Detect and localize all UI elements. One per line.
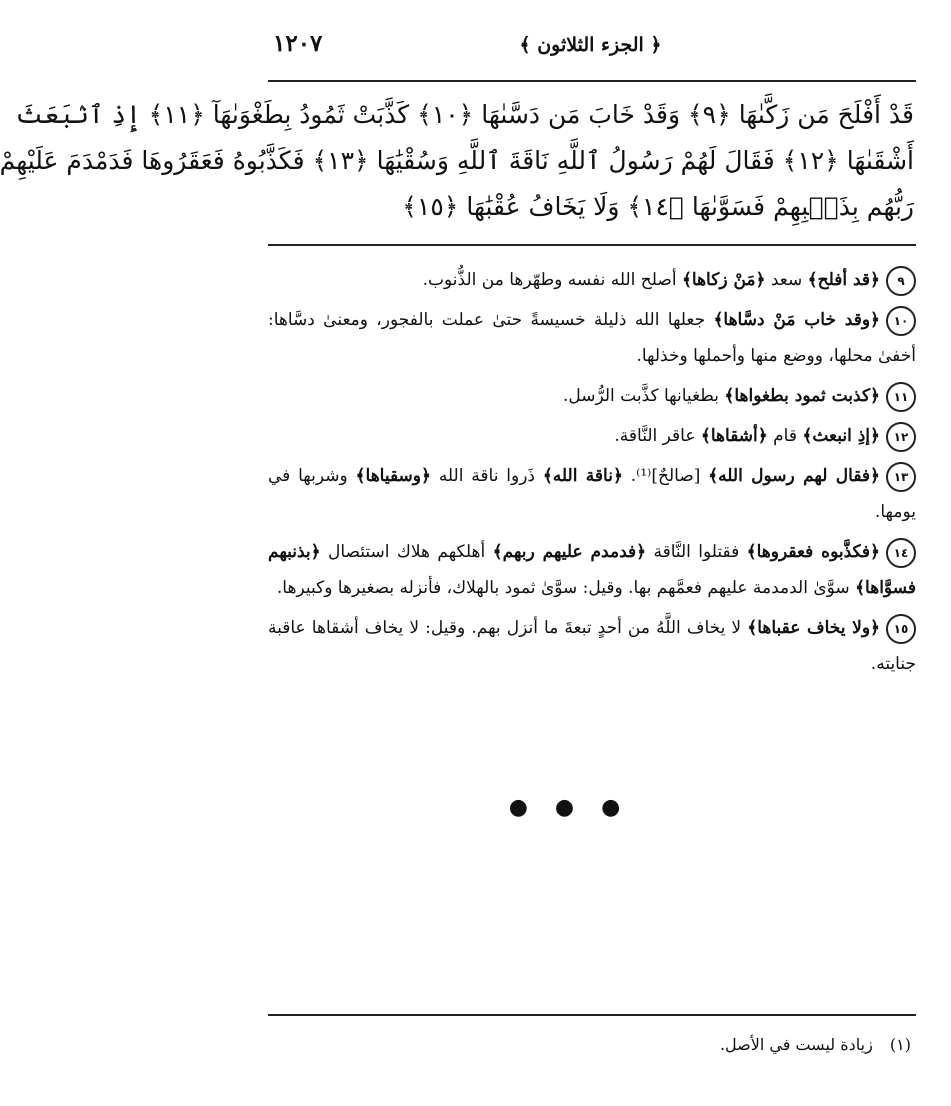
tafsir-entry	[268, 610, 916, 682]
tafsir-entry	[268, 262, 916, 298]
footnote	[720, 1035, 911, 1054]
verse-number-badge: ١١	[886, 382, 916, 412]
tafsir-entry	[268, 534, 916, 606]
commentary-text: بطغيانها كذَّبت الرُّسل.	[562, 386, 725, 406]
commentary-text: جعلها الله ذليلة خسيسةً حتىٰ عملت بالفجور، ومعنىٰ دسَّاها: أخفىٰ محلها، ووضع منها وأحملها وخذلها.	[268, 310, 916, 366]
footnote-number: (١)	[889, 1035, 911, 1054]
commentary-text: لا يخاف اللَّهُ من أحدٍ تبعةَ ما أنزل بهم. وقيل: لا يخاف أشقاها عاقبة جنايته.	[268, 618, 916, 674]
tafsir-entry	[268, 458, 916, 530]
tafsir-entry	[268, 302, 916, 374]
quoted-verse: ﴿مَنْ زكاها﴾	[681, 270, 766, 290]
verse-number-badge: ٩	[886, 266, 916, 296]
quoted-verse: ﴿قد أفلح﴾	[807, 270, 880, 290]
commentary-text: أهلكهم هلاك استئصال	[320, 542, 493, 562]
quran-text	[0, 92, 914, 230]
footnote-rule	[268, 1014, 916, 1016]
commentary-text: سعد	[765, 270, 808, 290]
commentary-text: فقتلوا النَّاقة	[646, 542, 747, 562]
commentary-text: أصلح الله نفسه وطهّرها من الذُّنوب.	[422, 270, 682, 290]
quran-line: رَبُّهُم بِذَنۢبِهِمْ فَسَوَّىٰهَا ﴿١٤﴾ وَلَا يَخَافُ عُقْبَٰهَا ﴿١٥﴾	[402, 192, 914, 221]
quran-rule	[268, 244, 916, 246]
quoted-verse: ﴿فقال لهم رسول الله﴾	[708, 466, 881, 486]
quoted-verse: ﴿فكذَّبوه فعقروها﴾	[746, 542, 880, 562]
header-rule	[268, 80, 916, 82]
quoted-verse: ﴿وقد خاب مَنْ دسَّاها﴾	[713, 310, 880, 330]
section-separator: ● ● ●	[508, 795, 631, 820]
quoted-verse: ﴿بذنبهم فسوَّاها﴾	[268, 542, 916, 598]
juz-title: ﴿ الجزء الثلاثون ﴾	[519, 34, 662, 56]
tafsir-entry	[268, 418, 916, 454]
verse-number-badge: ١٢	[886, 422, 916, 452]
quoted-verse: ﴿كذبت ثمود بطغواها﴾	[724, 386, 880, 406]
verse-number-badge: ١٠	[886, 306, 916, 336]
quoted-verse: ﴿ولا يخاف عقباها﴾	[747, 618, 880, 638]
quoted-verse: ﴿أشقاها﴾	[700, 426, 768, 446]
quoted-verse: ﴿فدمدم عليهم ربهم﴾	[492, 542, 647, 562]
verse-number-badge: ١٥	[886, 614, 916, 644]
commentary-text: ذَروا ناقة الله	[430, 466, 543, 486]
quoted-verse: ﴿إذِ انبعث﴾	[802, 426, 880, 446]
commentary-text: وشربها في يومها.	[268, 466, 916, 522]
verse-number-badge: ١٤	[886, 538, 916, 568]
commentary-text: قام	[767, 426, 803, 446]
tafsir-entry	[268, 378, 916, 414]
quoted-verse: ﴿وسقياها﴾	[355, 466, 431, 486]
commentary-text: [صالحٌ]⁽¹⁾.	[622, 466, 709, 486]
page-header	[273, 30, 908, 70]
quran-line: قَدْ أَفْلَحَ مَن زَكَّىٰهَا ﴿٩﴾ وَقَدْ خَابَ مَن دَسَّىٰهَا ﴿١٠﴾ كَذَّبَتْ ثَمُودُ بِطَغْوَىٰهَآ ﴿١١﴾ إِذِ ٱنۢبَعَثَ	[15, 100, 914, 129]
quran-line: أَشْقَىٰهَا ﴿١٢﴾ فَقَالَ لَهُمْ رَسُولُ ٱللَّهِ نَاقَةَ ٱللَّهِ وَسُقْيَٰهَا ﴿١٣﴾ فَكَذَّبُوهُ فَعَقَرُوهَا فَدَمْدَمَ عَلَيْهِمْ	[0, 146, 914, 175]
commentary-text: سوَّىٰ الدمدمة عليهم فعمَّهم بها. وقيل: سوَّىٰ ثمود بالهلاك، فأنزله بصغيرها وكبيرها.	[276, 578, 856, 598]
tafsir-list	[268, 262, 916, 686]
commentary-text: عاقر النَّاقة.	[614, 426, 701, 446]
quoted-verse: ﴿ناقة الله﴾	[542, 466, 623, 486]
footnote-text: زيادة ليست في الأصل.	[719, 1035, 873, 1054]
verse-number-badge: ١٣	[886, 462, 916, 492]
page-number: ١٢٠٧	[273, 30, 323, 57]
